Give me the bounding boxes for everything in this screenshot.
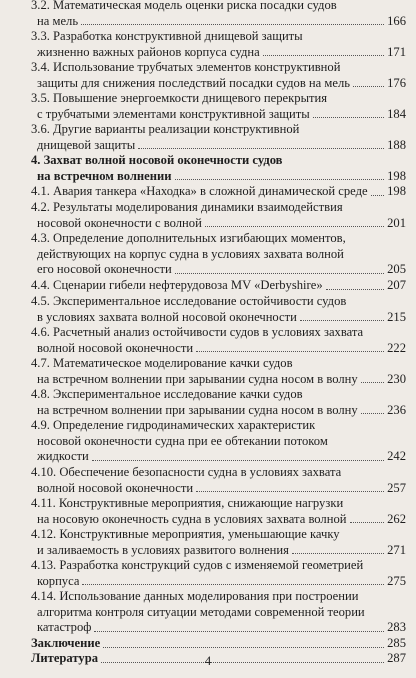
toc-dot-leader bbox=[300, 320, 384, 321]
toc-page-number: 198 bbox=[387, 184, 406, 198]
toc-entry bbox=[0, 0, 416, 29]
toc-entry-line bbox=[0, 434, 406, 450]
toc-entry-title: катастроф bbox=[37, 620, 92, 635]
toc-entry-line bbox=[0, 184, 406, 200]
toc-entry-title: 3.4. Использование трубчатых элементов конструктивной bbox=[31, 60, 341, 74]
toc-entry-title: на носовую оконечность судна в условиях захвата волной bbox=[37, 511, 347, 526]
toc-dot-leader bbox=[371, 195, 385, 196]
toc-entry-line bbox=[0, 0, 406, 14]
toc-entry-line bbox=[0, 449, 406, 465]
toc-page-number: 188 bbox=[387, 137, 406, 152]
toc-entry bbox=[0, 418, 416, 465]
toc-entry-line bbox=[0, 481, 406, 497]
toc-entry-title: волной носовой оконечности bbox=[37, 480, 194, 495]
toc-page-number: 236 bbox=[387, 402, 406, 417]
toc-entry-title: носовой оконечности судна при ее обтекании потоком bbox=[37, 433, 328, 448]
toc-entry bbox=[0, 465, 416, 496]
toc-entry-title: 4.5. Экспериментальное исследование остойчивости судов bbox=[31, 294, 347, 308]
toc-entry-title: Литература bbox=[31, 651, 99, 665]
toc-entry-line bbox=[0, 138, 406, 154]
toc-entry bbox=[0, 91, 416, 122]
toc-entry-title: 4.14. Использование данных моделирования при построении bbox=[31, 589, 359, 603]
toc-entry-title: 4.12. Конструктивные мероприятия, уменьшающие качку bbox=[31, 527, 340, 541]
toc-entry-title: волной носовой оконечности bbox=[37, 340, 194, 355]
toc-entry bbox=[0, 527, 416, 558]
toc-entry-line bbox=[0, 262, 406, 278]
toc-entry-line bbox=[0, 153, 406, 169]
toc-entry-title: 4.4. Сценарии гибели нефтерудовоза MV «Derbyshire» bbox=[31, 278, 323, 292]
toc-entry-title: действующих на корпус судна в условиях захвата волной bbox=[37, 246, 344, 261]
toc-entry-title: 3.5. Повышение энергоемкости днищевого перекрытия bbox=[31, 91, 328, 105]
toc-entry-line bbox=[0, 29, 406, 45]
toc-entry-line bbox=[0, 589, 406, 605]
toc-entry bbox=[0, 325, 416, 356]
toc-entry-title: 4.9. Определение гидродинамических характеристик bbox=[31, 418, 316, 432]
toc-page-number: 198 bbox=[387, 168, 406, 183]
toc-page-number: 285 bbox=[387, 636, 406, 650]
toc-entry-line bbox=[0, 247, 406, 263]
toc-entry bbox=[0, 356, 416, 387]
toc-entry-title: 3.6. Другие варианты реализации конструктивной bbox=[31, 122, 300, 136]
toc-dot-leader bbox=[82, 584, 384, 585]
toc-dot-leader bbox=[175, 179, 385, 180]
toc-entry bbox=[0, 122, 416, 153]
toc-entry-title: на встречном волнении bbox=[37, 168, 172, 183]
toc-entry-line bbox=[0, 45, 406, 61]
toc-dot-leader bbox=[361, 413, 384, 414]
toc-entry-line bbox=[0, 543, 406, 559]
toc-entry-line bbox=[0, 107, 406, 123]
toc-entry-title: 4.6. Расчетный анализ остойчивости судов в условиях захвата bbox=[31, 325, 364, 339]
toc-dot-leader bbox=[326, 289, 384, 290]
toc-entry-line bbox=[0, 356, 406, 372]
toc-entry-title: жизненно важных районов корпуса судна bbox=[37, 44, 260, 59]
toc-entry-title: на встречном волнении при зарывании судна носом в волну bbox=[37, 402, 358, 417]
toc-entry-line bbox=[0, 512, 406, 528]
toc-page-number: 287 bbox=[387, 651, 406, 665]
toc-entry-line bbox=[0, 310, 406, 326]
toc-page-number: 215 bbox=[387, 309, 406, 324]
toc-entry-line bbox=[0, 200, 406, 216]
toc-page-number: 283 bbox=[387, 620, 406, 635]
toc-entry-title: 3.3. Разработка конструктивной днищевой защиты bbox=[31, 29, 303, 43]
toc-entry-title: 4.11. Конструктивные мероприятия, снижающие нагрузки bbox=[31, 496, 344, 510]
toc-entry-title: и заливаемость в условиях развитого волнения bbox=[37, 542, 289, 557]
toc-entry-title: 4.2. Результаты моделирования динамики взаимодействия bbox=[31, 200, 343, 214]
toc-entry bbox=[0, 589, 416, 636]
toc-entry-title: на встречном волнении при зарывании судна носом в волну bbox=[37, 371, 358, 386]
toc-entry-title: на мель bbox=[37, 13, 79, 28]
toc-entry-line bbox=[0, 122, 406, 138]
toc-entry-title: 4. Захват волной носовой оконечности судов bbox=[31, 153, 283, 167]
toc-entry-line bbox=[0, 636, 406, 652]
toc-page-number: 262 bbox=[387, 511, 406, 526]
toc-dot-leader bbox=[313, 117, 384, 118]
toc-dot-leader bbox=[81, 24, 384, 25]
toc-entry-title: корпуса bbox=[37, 573, 80, 588]
toc-dot-leader bbox=[92, 460, 384, 461]
toc-entry-title: в условиях захвата волной носовой оконечности bbox=[37, 309, 297, 324]
toc-page-number: 166 bbox=[387, 13, 406, 28]
toc-dot-leader bbox=[361, 382, 384, 383]
toc-entry bbox=[0, 29, 416, 60]
toc-page-number: 271 bbox=[387, 542, 406, 557]
toc-page-number: 230 bbox=[387, 371, 406, 386]
toc-dot-leader bbox=[205, 226, 384, 227]
toc-dot-leader bbox=[196, 491, 384, 492]
toc-entry-line bbox=[0, 278, 406, 294]
toc-entry-title: алгоритма контроля ситуации методами современной теории bbox=[37, 604, 365, 619]
toc-entry bbox=[0, 200, 416, 231]
toc-entry bbox=[0, 558, 416, 589]
toc-dot-leader bbox=[353, 86, 384, 87]
toc-page-number: 222 bbox=[387, 340, 406, 355]
toc-entry-line bbox=[0, 496, 406, 512]
toc-entry bbox=[0, 294, 416, 325]
toc-entry-line bbox=[0, 169, 406, 185]
toc-entry-title: днищевой защиты bbox=[37, 137, 136, 152]
toc-entry-title: защиты для снижения последствий посадки судов на мель bbox=[37, 75, 350, 90]
toc-page-number: 201 bbox=[387, 215, 406, 230]
toc-dot-leader bbox=[94, 631, 384, 632]
toc-entry bbox=[0, 184, 416, 200]
toc-entry-title: 4.1. Авария танкера «Находка» в сложной динамической среде bbox=[31, 184, 368, 198]
toc-entry bbox=[0, 496, 416, 527]
toc-dot-leader bbox=[263, 55, 384, 56]
toc-page-number: 242 bbox=[387, 449, 406, 464]
toc-dot-leader bbox=[292, 553, 384, 554]
toc-entry-line bbox=[0, 325, 406, 341]
toc-entry bbox=[0, 231, 416, 278]
toc-dot-leader bbox=[138, 148, 384, 149]
toc-entry-line bbox=[0, 91, 406, 107]
toc-entry bbox=[0, 153, 416, 184]
toc-page-number: 184 bbox=[387, 106, 406, 121]
toc-entry-title: жидкости bbox=[37, 449, 89, 464]
toc-page-number: 257 bbox=[387, 480, 406, 495]
toc-entry-title: 4.10. Обеспечение безопасности судна в условиях захвата bbox=[31, 465, 342, 479]
toc-entry-line bbox=[0, 465, 406, 481]
toc-page-number: 275 bbox=[387, 573, 406, 588]
toc-entry-line bbox=[0, 620, 406, 636]
toc-entry-line bbox=[0, 372, 406, 388]
toc-entry-line bbox=[0, 605, 406, 621]
toc-entry bbox=[0, 387, 416, 418]
toc-entry-line bbox=[0, 418, 406, 434]
toc-entry-line bbox=[0, 76, 406, 92]
toc-entry-line bbox=[0, 216, 406, 232]
toc-page-number: 171 bbox=[387, 44, 406, 59]
toc-entry-title: 3.2. Математическая модель оценки риска посадки судов bbox=[31, 0, 337, 12]
toc-dot-leader bbox=[103, 647, 384, 648]
toc-entry-line bbox=[0, 403, 406, 419]
toc-entry-title: 4.7. Математическое моделирование качки судов bbox=[31, 356, 293, 370]
toc-entry-title: 4.13. Разработка конструкций судов с изменяемой геометрией bbox=[31, 558, 364, 572]
toc-entry bbox=[0, 278, 416, 294]
toc-entry-title: с трубчатыми элементами конструктивной защиты bbox=[37, 106, 310, 121]
toc-entry-title: 4.3. Определение дополнительных изгибающих моментов, bbox=[31, 231, 346, 245]
toc-entry-title: носовой оконечности с волной bbox=[37, 215, 202, 230]
toc-page-number: 205 bbox=[387, 262, 406, 277]
toc-entry-line bbox=[0, 14, 406, 30]
toc-entry bbox=[0, 636, 416, 652]
toc-entry-line bbox=[0, 387, 406, 403]
toc-entry-line bbox=[0, 60, 406, 76]
toc-dot-leader bbox=[350, 522, 385, 523]
toc-entry-line bbox=[0, 231, 406, 247]
toc-entry-title: 4.8. Экспериментальное исследование качки судов bbox=[31, 387, 303, 401]
toc-entry-line bbox=[0, 574, 406, 590]
toc-entry-line bbox=[0, 558, 406, 574]
toc-entry-line bbox=[0, 527, 406, 543]
toc-entry-line bbox=[0, 341, 406, 357]
toc-page-number: 176 bbox=[387, 75, 406, 90]
toc-entry bbox=[0, 60, 416, 91]
toc-entry-title: Заключение bbox=[31, 636, 101, 650]
toc-dot-leader bbox=[175, 273, 384, 274]
toc-entry-title: его носовой оконечности bbox=[37, 262, 172, 277]
toc-dot-leader bbox=[196, 351, 384, 352]
page-number: 4 bbox=[204, 653, 212, 668]
toc-page-number: 207 bbox=[387, 278, 406, 292]
toc-entry-line bbox=[0, 294, 406, 310]
